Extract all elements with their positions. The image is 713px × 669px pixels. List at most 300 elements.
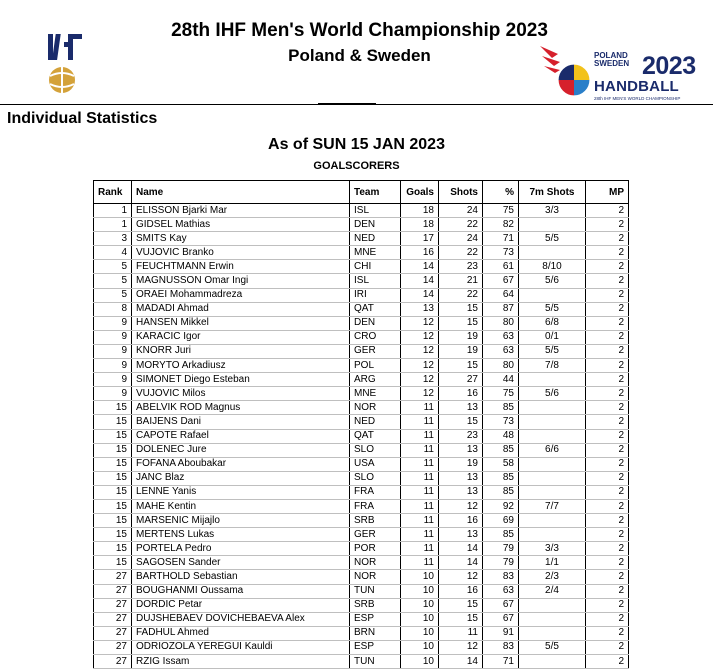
cell-7m-shots: 5/6 (519, 387, 586, 401)
cell-rank: 9 (94, 359, 132, 373)
cell-7m-shots (519, 655, 586, 669)
cell-team: ESP (350, 640, 401, 654)
cell-percent: 67 (483, 274, 519, 288)
cell-goals: 12 (401, 344, 439, 358)
cell-mp: 2 (586, 401, 629, 415)
table-row (94, 260, 629, 274)
cell-mp: 2 (586, 514, 629, 528)
col-shots: Shots (439, 181, 483, 204)
table-row (94, 485, 629, 499)
cell-7m-shots: 5/5 (519, 302, 586, 316)
col-name: Name (132, 181, 350, 204)
cell-percent: 44 (483, 373, 519, 387)
cell-percent: 83 (483, 570, 519, 584)
cell-7m-shots (519, 415, 586, 429)
table-row (94, 514, 629, 528)
cell-shots: 22 (439, 246, 483, 260)
cell-rank: 27 (94, 570, 132, 584)
cell-mp: 2 (586, 471, 629, 485)
cell-shots: 24 (439, 232, 483, 246)
col-percent: % (483, 181, 519, 204)
table-row (94, 288, 629, 302)
cell-percent: 91 (483, 626, 519, 640)
cell-mp: 2 (586, 556, 629, 570)
cell-rank: 1 (94, 218, 132, 232)
col-team: Team (350, 181, 401, 204)
table-row (94, 344, 629, 358)
cell-7m-shots (519, 471, 586, 485)
cell-percent: 83 (483, 640, 519, 654)
cell-7m-shots (519, 246, 586, 260)
cell-shots: 21 (439, 274, 483, 288)
cell-rank: 8 (94, 302, 132, 316)
cell-rank: 9 (94, 387, 132, 401)
table-row (94, 415, 629, 429)
cell-shots: 13 (439, 401, 483, 415)
table-row (94, 640, 629, 654)
cell-name: ABELVIK ROD Magnus (132, 401, 350, 415)
cell-team: QAT (350, 429, 401, 443)
cell-shots: 23 (439, 260, 483, 274)
cell-percent: 73 (483, 246, 519, 260)
cell-shots: 27 (439, 373, 483, 387)
cell-goals: 12 (401, 330, 439, 344)
cell-name: RZIG Issam (132, 655, 350, 669)
cell-name: DUJSHEBAEV DOVICHEBAEVA Alex (132, 612, 350, 626)
cell-percent: 63 (483, 330, 519, 344)
cell-shots: 15 (439, 316, 483, 330)
cell-shots: 19 (439, 457, 483, 471)
cell-name: BOUGHANMI Oussama (132, 584, 350, 598)
table-row (94, 218, 629, 232)
cell-7m-shots: 5/6 (519, 274, 586, 288)
cell-goals: 17 (401, 232, 439, 246)
handball-2023-logo-icon (538, 42, 703, 102)
cell-rank: 5 (94, 288, 132, 302)
table-row (94, 584, 629, 598)
table-row (94, 556, 629, 570)
cell-team: ISL (350, 204, 401, 218)
cell-team: MNE (350, 387, 401, 401)
table-row (94, 443, 629, 457)
cell-percent: 80 (483, 359, 519, 373)
cell-percent: 69 (483, 514, 519, 528)
cell-percent: 75 (483, 204, 519, 218)
col-rank: Rank (94, 181, 132, 204)
table-row (94, 330, 629, 344)
cell-goals: 10 (401, 640, 439, 654)
cell-goals: 12 (401, 359, 439, 373)
cell-shots: 22 (439, 218, 483, 232)
cell-rank: 15 (94, 542, 132, 556)
cell-rank: 15 (94, 429, 132, 443)
cell-shots: 11 (439, 626, 483, 640)
table-row (94, 373, 629, 387)
cell-percent: 79 (483, 556, 519, 570)
table-row (94, 232, 629, 246)
cell-percent: 85 (483, 471, 519, 485)
table-row (94, 570, 629, 584)
cell-team: BRN (350, 626, 401, 640)
cell-name: FADHUL Ahmed (132, 626, 350, 640)
cell-7m-shots (519, 288, 586, 302)
cell-goals: 12 (401, 387, 439, 401)
cell-percent: 80 (483, 316, 519, 330)
cell-rank: 15 (94, 514, 132, 528)
cell-shots: 24 (439, 204, 483, 218)
cell-mp: 2 (586, 429, 629, 443)
cell-mp: 2 (586, 443, 629, 457)
cell-goals: 11 (401, 485, 439, 499)
cell-shots: 15 (439, 302, 483, 316)
logo-small: 28th IHF MEN'S WORLD CHAMPIONSHIP (594, 96, 681, 101)
cell-name: ELISSON Bjarki Mar (132, 204, 350, 218)
table-row (94, 471, 629, 485)
cell-7m-shots: 5/5 (519, 640, 586, 654)
cell-goals: 10 (401, 598, 439, 612)
cell-mp: 2 (586, 640, 629, 654)
cell-goals: 11 (401, 471, 439, 485)
cell-mp: 2 (586, 584, 629, 598)
cell-7m-shots: 6/8 (519, 316, 586, 330)
cell-team: SRB (350, 514, 401, 528)
cell-7m-shots: 8/10 (519, 260, 586, 274)
cell-shots: 15 (439, 598, 483, 612)
cell-name: MARSENIC Mijajlo (132, 514, 350, 528)
category-title: GOALSCORERS (313, 160, 400, 172)
cell-name: KNORR Juri (132, 344, 350, 358)
table-row (94, 274, 629, 288)
cell-7m-shots: 6/6 (519, 443, 586, 457)
cell-name: ODRIOZOLA YEREGUI Kauldi (132, 640, 350, 654)
cell-goals: 14 (401, 260, 439, 274)
header-divider-accent (318, 103, 376, 105)
cell-name: SIMONET Diego Esteban (132, 373, 350, 387)
cell-shots: 19 (439, 330, 483, 344)
cell-rank: 15 (94, 499, 132, 513)
cell-team: USA (350, 457, 401, 471)
table-row (94, 387, 629, 401)
cell-name: ORAEI Mohammadreza (132, 288, 350, 302)
cell-percent: 85 (483, 401, 519, 415)
cell-rank: 9 (94, 344, 132, 358)
cell-shots: 15 (439, 359, 483, 373)
cell-percent: 85 (483, 485, 519, 499)
cell-goals: 11 (401, 401, 439, 415)
cell-name: PORTELA Pedro (132, 542, 350, 556)
cell-percent: 82 (483, 218, 519, 232)
cell-name: LENNE Yanis (132, 485, 350, 499)
cell-team: DEN (350, 316, 401, 330)
cell-shots: 16 (439, 387, 483, 401)
cell-percent: 71 (483, 232, 519, 246)
cell-name: VUJOVIC Milos (132, 387, 350, 401)
cell-mp: 2 (586, 528, 629, 542)
cell-mp: 2 (586, 274, 629, 288)
cell-goals: 10 (401, 570, 439, 584)
cell-team: ISL (350, 274, 401, 288)
cell-goals: 11 (401, 528, 439, 542)
logo-word: HANDBALL (594, 78, 679, 95)
cell-goals: 16 (401, 246, 439, 260)
cell-percent: 85 (483, 528, 519, 542)
cell-shots: 23 (439, 429, 483, 443)
cell-team: TUN (350, 655, 401, 669)
col-goals: Goals (401, 181, 439, 204)
cell-7m-shots: 7/7 (519, 499, 586, 513)
cell-rank: 5 (94, 260, 132, 274)
cell-rank: 1 (94, 204, 132, 218)
cell-goals: 12 (401, 316, 439, 330)
cell-7m-shots (519, 612, 586, 626)
cell-team: QAT (350, 302, 401, 316)
cell-mp: 2 (586, 612, 629, 626)
cell-name: CAPOTE Rafael (132, 429, 350, 443)
cell-mp: 2 (586, 232, 629, 246)
cell-goals: 10 (401, 612, 439, 626)
cell-percent: 48 (483, 429, 519, 443)
cell-name: SAGOSEN Sander (132, 556, 350, 570)
cell-goals: 18 (401, 204, 439, 218)
cell-7m-shots: 3/3 (519, 542, 586, 556)
table-row (94, 401, 629, 415)
cell-name: DORDIC Petar (132, 598, 350, 612)
cell-mp: 2 (586, 246, 629, 260)
cell-goals: 10 (401, 655, 439, 669)
cell-goals: 11 (401, 542, 439, 556)
cell-mp: 2 (586, 655, 629, 669)
cell-mp: 2 (586, 330, 629, 344)
cell-shots: 13 (439, 528, 483, 542)
cell-mp: 2 (586, 542, 629, 556)
cell-7m-shots (519, 401, 586, 415)
cell-name: KARACIC Igor (132, 330, 350, 344)
cell-mp: 2 (586, 415, 629, 429)
cell-team: SRB (350, 598, 401, 612)
cell-rank: 27 (94, 626, 132, 640)
page-subtitle: Poland & Sweden (288, 46, 431, 65)
cell-name: FOFANA Aboubakar (132, 457, 350, 471)
cell-rank: 15 (94, 556, 132, 570)
cell-percent: 73 (483, 415, 519, 429)
table-row (94, 542, 629, 556)
cell-mp: 2 (586, 570, 629, 584)
cell-team: NOR (350, 401, 401, 415)
cell-name: MAGNUSSON Omar Ingi (132, 274, 350, 288)
cell-7m-shots (519, 626, 586, 640)
cell-goals: 10 (401, 626, 439, 640)
cell-7m-shots (519, 485, 586, 499)
cell-7m-shots: 2/3 (519, 570, 586, 584)
cell-name: JANC Blaz (132, 471, 350, 485)
cell-rank: 9 (94, 316, 132, 330)
cell-goals: 12 (401, 373, 439, 387)
cell-mp: 2 (586, 457, 629, 471)
cell-team: GER (350, 344, 401, 358)
logo-year: 2023 (642, 52, 696, 80)
cell-rank: 15 (94, 471, 132, 485)
logo-line1: POLAND (594, 51, 628, 60)
cell-shots: 12 (439, 640, 483, 654)
cell-goals: 11 (401, 457, 439, 471)
cell-7m-shots (519, 514, 586, 528)
table-row (94, 612, 629, 626)
cell-goals: 11 (401, 499, 439, 513)
cell-7m-shots (519, 429, 586, 443)
table-header-row (94, 181, 629, 204)
cell-7m-shots: 5/5 (519, 232, 586, 246)
cell-name: FEUCHTMANN Erwin (132, 260, 350, 274)
table-row (94, 598, 629, 612)
cell-rank: 27 (94, 612, 132, 626)
cell-rank: 15 (94, 443, 132, 457)
page-title: 28th IHF Men's World Championship 2023 (171, 20, 548, 41)
cell-team: NED (350, 232, 401, 246)
cell-7m-shots (519, 457, 586, 471)
cell-rank: 15 (94, 528, 132, 542)
cell-shots: 12 (439, 499, 483, 513)
cell-mp: 2 (586, 359, 629, 373)
cell-percent: 71 (483, 655, 519, 669)
cell-7m-shots: 0/1 (519, 330, 586, 344)
cell-team: DEN (350, 218, 401, 232)
cell-team: FRA (350, 499, 401, 513)
cell-rank: 27 (94, 598, 132, 612)
cell-rank: 15 (94, 401, 132, 415)
cell-rank: 15 (94, 415, 132, 429)
cell-percent: 67 (483, 598, 519, 612)
cell-shots: 13 (439, 485, 483, 499)
cell-team: NOR (350, 570, 401, 584)
cell-shots: 15 (439, 415, 483, 429)
cell-team: SLO (350, 471, 401, 485)
cell-mp: 2 (586, 499, 629, 513)
cell-team: NED (350, 415, 401, 429)
cell-name: HANSEN Mikkel (132, 316, 350, 330)
table-row (94, 499, 629, 513)
cell-7m-shots: 5/5 (519, 344, 586, 358)
cell-team: FRA (350, 485, 401, 499)
cell-goals: 13 (401, 302, 439, 316)
cell-7m-shots (519, 218, 586, 232)
cell-rank: 15 (94, 485, 132, 499)
cell-mp: 2 (586, 598, 629, 612)
cell-team: NOR (350, 556, 401, 570)
cell-shots: 14 (439, 655, 483, 669)
cell-7m-shots (519, 528, 586, 542)
cell-team: IRI (350, 288, 401, 302)
cell-goals: 11 (401, 415, 439, 429)
table-row (94, 246, 629, 260)
cell-name: MERTENS Lukas (132, 528, 350, 542)
cell-mp: 2 (586, 260, 629, 274)
table-row (94, 655, 629, 669)
cell-mp: 2 (586, 204, 629, 218)
cell-goals: 18 (401, 218, 439, 232)
cell-shots: 22 (439, 288, 483, 302)
cell-shots: 14 (439, 556, 483, 570)
table-row (94, 359, 629, 373)
cell-team: POL (350, 359, 401, 373)
cell-mp: 2 (586, 344, 629, 358)
cell-name: BARTHOLD Sebastian (132, 570, 350, 584)
logo-line2: SWEDEN (594, 59, 630, 68)
cell-7m-shots: 3/3 (519, 204, 586, 218)
cell-7m-shots (519, 373, 586, 387)
cell-name: SMITS Kay (132, 232, 350, 246)
cell-shots: 16 (439, 514, 483, 528)
cell-percent: 87 (483, 302, 519, 316)
cell-goals: 14 (401, 274, 439, 288)
cell-name: DOLENEC Jure (132, 443, 350, 457)
cell-shots: 14 (439, 542, 483, 556)
cell-percent: 67 (483, 612, 519, 626)
cell-team: CRO (350, 330, 401, 344)
cell-name: BAIJENS Dani (132, 415, 350, 429)
table-row (94, 429, 629, 443)
cell-team: ARG (350, 373, 401, 387)
col-mp: MP (586, 181, 629, 204)
cell-goals: 11 (401, 514, 439, 528)
cell-name: MAHE Kentin (132, 499, 350, 513)
cell-goals: 10 (401, 584, 439, 598)
cell-shots: 19 (439, 344, 483, 358)
cell-goals: 11 (401, 429, 439, 443)
cell-7m-shots: 2/4 (519, 584, 586, 598)
table-row (94, 457, 629, 471)
goalscorers-table (93, 180, 629, 669)
cell-mp: 2 (586, 316, 629, 330)
cell-team: GER (350, 528, 401, 542)
cell-shots: 13 (439, 471, 483, 485)
cell-percent: 63 (483, 584, 519, 598)
cell-goals: 11 (401, 556, 439, 570)
cell-rank: 15 (94, 457, 132, 471)
cell-percent: 58 (483, 457, 519, 471)
cell-rank: 27 (94, 640, 132, 654)
cell-percent: 85 (483, 443, 519, 457)
section-title: Individual Statistics (7, 110, 158, 127)
cell-percent: 61 (483, 260, 519, 274)
cell-mp: 2 (586, 387, 629, 401)
cell-percent: 64 (483, 288, 519, 302)
cell-team: SLO (350, 443, 401, 457)
col-7m-shots: 7m Shots (519, 181, 586, 204)
table-row (94, 204, 629, 218)
cell-team: MNE (350, 246, 401, 260)
cell-percent: 75 (483, 387, 519, 401)
cell-shots: 16 (439, 584, 483, 598)
table-row (94, 302, 629, 316)
cell-team: CHI (350, 260, 401, 274)
table-row (94, 528, 629, 542)
cell-rank: 9 (94, 373, 132, 387)
cell-goals: 11 (401, 443, 439, 457)
cell-7m-shots: 1/1 (519, 556, 586, 570)
table-row (94, 626, 629, 640)
cell-rank: 3 (94, 232, 132, 246)
cell-mp: 2 (586, 485, 629, 499)
cell-percent: 92 (483, 499, 519, 513)
cell-shots: 15 (439, 612, 483, 626)
cell-rank: 27 (94, 655, 132, 669)
cell-name: MADADI Ahmad (132, 302, 350, 316)
cell-7m-shots: 7/8 (519, 359, 586, 373)
cell-shots: 12 (439, 570, 483, 584)
cell-percent: 79 (483, 542, 519, 556)
cell-rank: 9 (94, 330, 132, 344)
cell-shots: 13 (439, 443, 483, 457)
